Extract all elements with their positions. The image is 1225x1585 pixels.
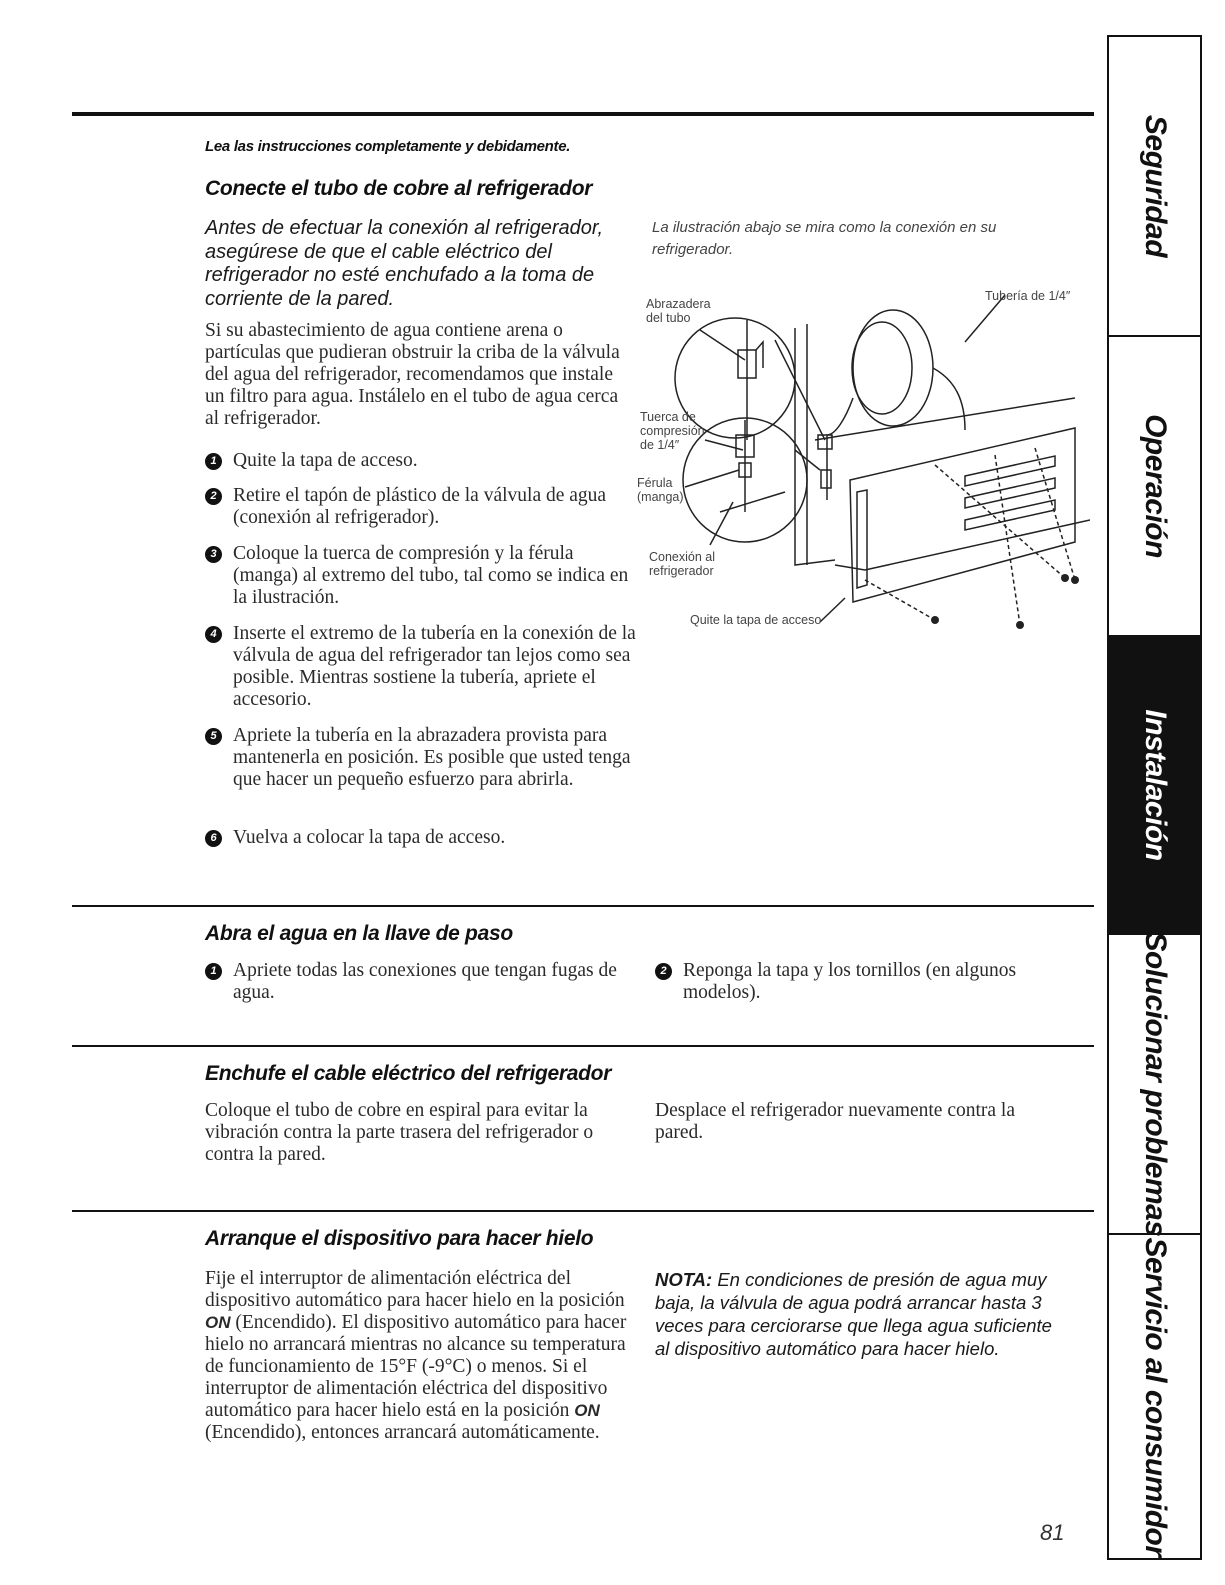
warning-text: Antes de efectuar la conexión al refrigerador, asegúrese de que el cable eléctrico del refrigerador no esté enchufado a la toma de corriente de la pared. bbox=[205, 217, 604, 310]
step-text-6: Vuelva a colocar la tapa de acceso. bbox=[233, 827, 506, 848]
label-ferula-line2: (manga) bbox=[637, 490, 684, 504]
section-heading-plug-in: Enchufe el cable eléctrico del refrigerador bbox=[205, 1062, 612, 1085]
section-heading-connect-tube: Conecte el tubo de cobre al refrigerador bbox=[205, 177, 593, 200]
icemaker-body bbox=[205, 1268, 630, 1444]
label-tuerca-line2: compresión bbox=[640, 424, 705, 438]
note-text: En condiciones de presión de agua muy baja, la válvula de agua podrá arrancar hasta 3 veces para cerciorarse que llega agua suficiente al dispositivo automático para hacer hielo. bbox=[655, 1269, 1052, 1359]
tab-seguridad[interactable] bbox=[1109, 37, 1200, 337]
section-rule-3 bbox=[72, 1045, 1094, 1047]
step-number-2: 2 bbox=[205, 488, 222, 505]
tab-servicio-al-consumidor[interactable] bbox=[1109, 1235, 1200, 1558]
step-text-open-1: Apriete todas las conexiones que tengan fugas de agua. bbox=[233, 960, 617, 1003]
section-rule-4 bbox=[72, 1210, 1094, 1212]
icemaker-body-part3: (Encendido), entonces arrancará automáticamente. bbox=[205, 1422, 600, 1443]
step-number-open-2: 2 bbox=[655, 963, 672, 980]
tab-instalacion[interactable] bbox=[1109, 637, 1200, 935]
step-number-3: 3 bbox=[205, 546, 222, 563]
label-tuerca-line3: de 1/4″ bbox=[640, 438, 680, 452]
tab-label-servicio-al-consumidor: Servicio al consumidor bbox=[1138, 1236, 1172, 1557]
label-tuerca bbox=[640, 410, 705, 452]
label-tuerca-line1: Tuerca de bbox=[640, 410, 696, 424]
step-text-5: Apriete la tubería en la abrazadera provista para mantenerla en posición. Es posible que usted tenga que hacer un pequeño esfuerzo para abrirla. bbox=[233, 725, 631, 790]
tab-label-operacion: Operación bbox=[1138, 414, 1172, 558]
step-text-3: Coloque la tuerca de compresión y la férula (manga) al extremo del tubo, tal como se indica en la ilustración. bbox=[233, 543, 629, 608]
section-heading-open-water: Abra el agua en la llave de paso bbox=[205, 922, 513, 945]
on-label-1: ON bbox=[205, 1313, 231, 1332]
icemaker-body-part1: Fije el interruptor de alimentación eléctrica del dispositivo automático para hacer hielo en la posición bbox=[205, 1268, 625, 1311]
label-ferula-line1: Férula bbox=[637, 476, 673, 490]
connection-diagram-svg bbox=[635, 280, 1090, 640]
label-conexion bbox=[649, 550, 715, 578]
tab-operacion[interactable] bbox=[1109, 337, 1200, 637]
plug-in-left-text: Coloque el tubo de cobre en espiral para evitar la vibración contra la parte trasera del refrigerador o contra la pared. bbox=[205, 1100, 594, 1165]
step-number-6: 6 bbox=[205, 830, 222, 847]
step-number-5: 5 bbox=[205, 728, 222, 745]
page-number: 81 bbox=[1040, 1520, 1065, 1545]
illustration-caption: La ilustración abajo se mira como la conexión en su refrigerador. bbox=[652, 219, 997, 258]
label-ferula bbox=[637, 476, 684, 504]
label-abrazadera-line1: Abrazadera bbox=[646, 297, 711, 311]
intro-paragraph: Si su abastecimiento de agua contiene arena o partículas que pudieran obstruir la criba de la válvula del agua del refrigerador, recomendamos que instale un filtro para agua. Instálelo en el tubo de agua cerca al refrigerador. bbox=[205, 320, 620, 429]
icemaker-body-part2: (Encendido). El dispositivo automático para hacer hielo no arrancará mientras no alcance su temperatura de funcionamiento de 15°F (-9°C) o menos. Si el interruptor de alimentación eléctrica del dispositivo automático para hacer hielo está en la posición bbox=[205, 1312, 627, 1421]
connection-diagram bbox=[635, 280, 1090, 640]
icemaker-note bbox=[655, 1268, 1070, 1360]
plug-in-right-text: Desplace el refrigerador nuevamente contra la pared. bbox=[655, 1100, 1016, 1143]
tab-label-solucionar-problemas: Solucionar problemas bbox=[1138, 931, 1172, 1237]
section-heading-icemaker: Arranque el dispositivo para hacer hielo bbox=[205, 1227, 594, 1250]
step-text-open-2: Reponga la tapa y los tornillos (en algunos modelos). bbox=[683, 960, 1017, 1003]
lead-instruction: Lea las instrucciones completamente y debidamente. bbox=[205, 138, 571, 155]
label-tuberia: Tubería de 1/4″ bbox=[985, 289, 1071, 303]
label-abrazadera bbox=[646, 297, 711, 325]
step-number-open-1: 1 bbox=[205, 963, 222, 980]
section-rule-2 bbox=[72, 905, 1094, 907]
top-rule bbox=[72, 112, 1094, 116]
side-tab-bar bbox=[1107, 35, 1202, 1560]
tab-label-instalacion: Instalación bbox=[1138, 709, 1172, 861]
tab-label-seguridad: Seguridad bbox=[1138, 114, 1172, 258]
label-abrazadera-line2: del tubo bbox=[646, 311, 691, 325]
step-text-4: Inserte el extremo de la tubería en la conexión de la válvula de agua del refrigerador tan lejos como sea posible. Mientras sostiene la tubería, apriete el accesorio. bbox=[233, 623, 636, 710]
note-label: NOTA: bbox=[655, 1269, 713, 1290]
on-label-2: ON bbox=[574, 1401, 600, 1420]
label-conexion-line2: refrigerador bbox=[649, 564, 714, 578]
step-number-1: 1 bbox=[205, 453, 222, 470]
step-number-4: 4 bbox=[205, 626, 222, 643]
tab-solucionar-problemas[interactable] bbox=[1109, 931, 1200, 1237]
label-quite-tapa: Quite la tapa de acceso bbox=[690, 613, 822, 627]
step-text-2: Retire el tapón de plástico de la válvula de agua (conexión al refrigerador). bbox=[233, 485, 607, 528]
step-text-1: Quite la tapa de acceso. bbox=[233, 450, 418, 471]
label-conexion-line1: Conexión al bbox=[649, 550, 716, 564]
